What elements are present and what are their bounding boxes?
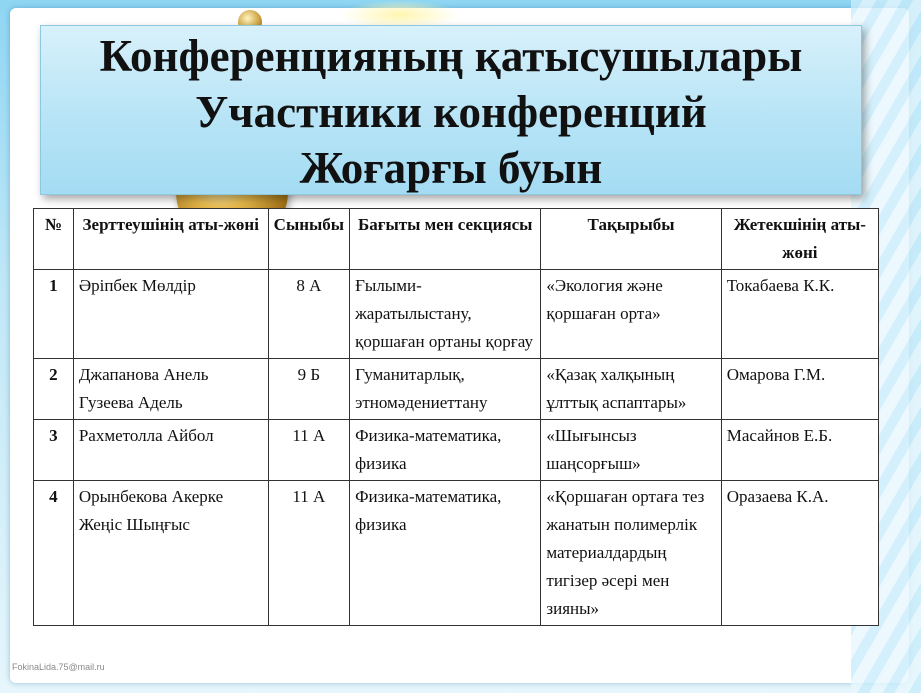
title-kazakh: Конференцияның қатысушылары: [99, 31, 803, 81]
researcher-name: Рахметолла Айбол: [73, 420, 268, 481]
table-row: [34, 270, 879, 359]
title-russian: Участники конференций: [195, 87, 707, 137]
class-cell: 11 А: [268, 420, 349, 481]
header-researcher-name: Зерттеушінің аты-жөні: [73, 209, 268, 270]
section-cell: Гуманитарлық, этномәдениеттану: [350, 359, 541, 420]
row-number: 2: [34, 359, 74, 420]
supervisor-cell: Омарова Г.М.: [721, 359, 878, 420]
researcher-name: Орынбекова Акерке Жеңіс Шыңғыс: [73, 481, 268, 626]
supervisor-cell: Масайнов Е.Б.: [721, 420, 878, 481]
supervisor-cell: Оразаева К.А.: [721, 481, 878, 626]
section-cell: Физика-математика, физика: [350, 420, 541, 481]
header-topic: Тақырыбы: [541, 209, 721, 270]
class-cell: 9 Б: [268, 359, 349, 420]
author-email: FokinaLida.75@mail.ru: [12, 662, 105, 672]
row-number: 4: [34, 481, 74, 626]
researcher-name: Әріпбек Мөлдір: [73, 270, 268, 359]
row-number: 1: [34, 270, 74, 359]
table-row: [34, 359, 879, 420]
table-header-row: [34, 209, 879, 270]
section-cell: Ғылыми-жаратылыстану, қоршаған ортаны қорғау: [350, 270, 541, 359]
section-cell: Физика-математика, физика: [350, 481, 541, 626]
header-number: №: [34, 209, 74, 270]
class-cell: 8 А: [268, 270, 349, 359]
topic-cell: «Экология және қоршаған орта»: [541, 270, 721, 359]
class-cell: 11 А: [268, 481, 349, 626]
topic-cell: «Қоршаған ортаға тез жанатын полимерлік материалдардың тигізер әсері мен зияны»: [541, 481, 721, 626]
title-banner: [40, 25, 862, 195]
supervisor-cell: Токабаева К.К.: [721, 270, 878, 359]
title-senior-level: Жоғарғы буын: [299, 143, 603, 193]
researcher-name: Джапанова Анель Гузеева Адель: [73, 359, 268, 420]
header-supervisor: Жетекшінің аты-жөні: [721, 209, 878, 270]
topic-cell: «Қазақ халқының ұлттық аспаптары»: [541, 359, 721, 420]
table-row: [34, 420, 879, 481]
topic-cell: «Шығынсыз шаңсорғыш»: [541, 420, 721, 481]
table-row: [34, 481, 879, 626]
header-section: Бағыты мен секциясы: [350, 209, 541, 270]
participants-table: [33, 208, 879, 626]
header-class: Сыныбы: [268, 209, 349, 270]
row-number: 3: [34, 420, 74, 481]
